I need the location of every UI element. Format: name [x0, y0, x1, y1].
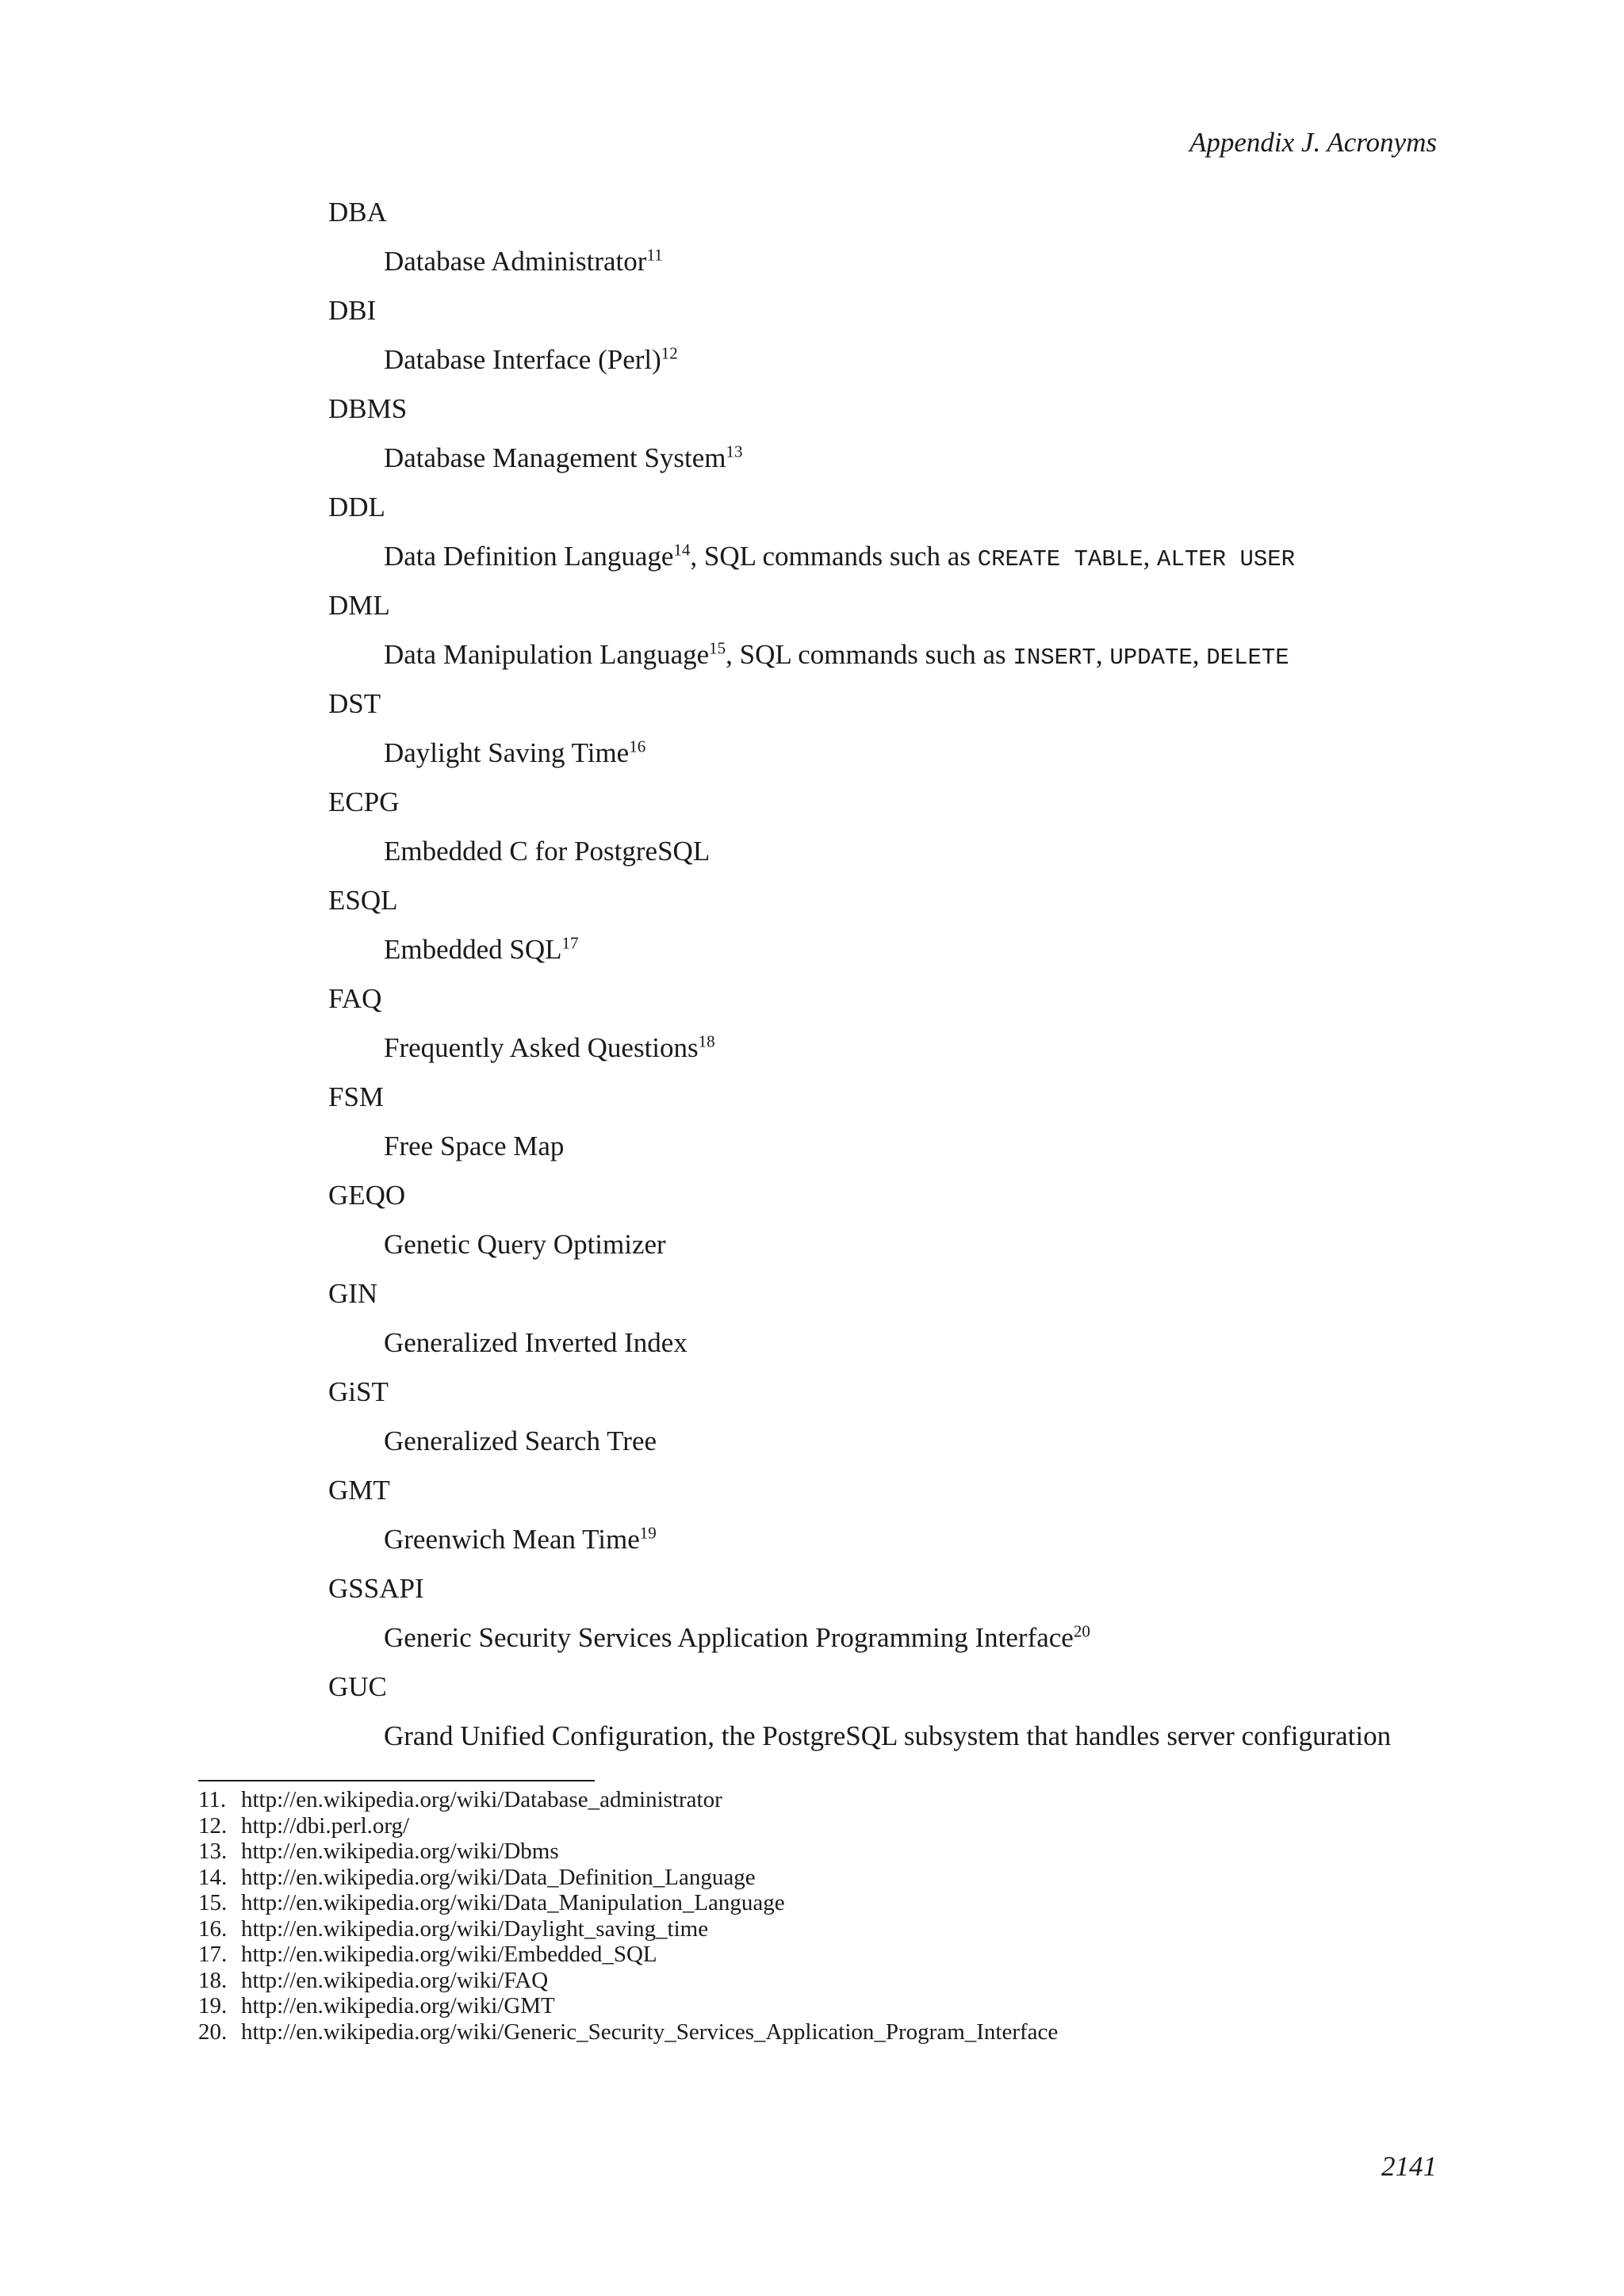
definition-text: Database Interface (Perl): [384, 344, 661, 375]
footnote-item: [198, 1813, 1058, 1839]
acronym-term: FSM: [328, 1081, 385, 1112]
footnote-ref[interactable]: 17: [561, 933, 579, 953]
running-header: Appendix J. Acronyms: [1189, 127, 1437, 158]
definition-text: , SQL commands such as: [690, 541, 978, 572]
sql-command: ALTER USER: [1157, 546, 1296, 572]
footnote-url[interactable]: http://dbi.perl.org/: [241, 1812, 410, 1839]
separator: ,: [1095, 639, 1110, 670]
footnote-number: 19.: [198, 1993, 228, 2019]
definition-text: Generalized Inverted Index: [384, 1327, 688, 1358]
separator: ,: [1143, 541, 1158, 572]
page-number: 2141: [1381, 2151, 1437, 2182]
footnote-number: 17.: [198, 1942, 228, 1967]
acronym-definition: [384, 737, 1454, 769]
acronym-list: [328, 197, 1454, 1770]
footnote-ref[interactable]: 12: [661, 343, 678, 363]
acronym-definition: [384, 836, 1454, 867]
footnote-url[interactable]: http://en.wikipedia.org/wiki/Database_administrator: [241, 1787, 722, 1812]
acronym-term: GMT: [328, 1475, 390, 1506]
footnote-url[interactable]: http://en.wikipedia.org/wiki/Daylight_saving_time: [241, 1915, 709, 1942]
acronym-term: FAQ: [328, 983, 382, 1014]
acronym-definition: [384, 1524, 1454, 1556]
definition-text: Embedded SQL: [384, 934, 562, 965]
acronym-definition: [384, 639, 1454, 671]
footnote-ref[interactable]: 16: [629, 737, 646, 756]
footnote-ref[interactable]: 18: [698, 1031, 715, 1051]
acronym-definition: [384, 1720, 1454, 1752]
sql-command: INSERT: [1013, 645, 1096, 671]
footnote-number: 12.: [198, 1812, 228, 1839]
definition-text: Embedded C for PostgreSQL: [384, 836, 710, 867]
definition-text: Daylight Saving Time: [384, 737, 630, 768]
acronym-definition: [384, 934, 1454, 966]
acronym-definition: [384, 1425, 1454, 1457]
acronym-term: DBA: [328, 197, 387, 228]
footnote-list: [198, 1787, 1058, 2045]
footnote-url[interactable]: http://en.wikipedia.org/wiki/Data_Manipulation_Language: [241, 1890, 785, 1915]
acronym-definition: [384, 1229, 1454, 1261]
footnote-item: [198, 1993, 1058, 2019]
acronym-definition: [384, 1622, 1454, 1654]
acronym-term: GiST: [328, 1376, 389, 1407]
footnote-number: 20.: [198, 2019, 228, 2045]
footnote-item: [198, 1968, 1058, 1994]
definition-text: Database Administrator: [384, 246, 647, 277]
footnote-url[interactable]: http://en.wikipedia.org/wiki/FAQ: [241, 1967, 549, 1993]
definition-text: Data Manipulation Language: [384, 639, 710, 670]
acronym-term: GSSAPI: [328, 1573, 424, 1604]
acronym-definition: [384, 541, 1454, 572]
acronym-definition: [384, 1327, 1454, 1359]
footnote-number: 15.: [198, 1890, 228, 1915]
footnote-rule: [198, 1780, 595, 1781]
footnote-item: [198, 1787, 1058, 1813]
acronym-term: DBMS: [328, 393, 408, 424]
acronym-term: ESQL: [328, 885, 398, 916]
footnote-url[interactable]: http://en.wikipedia.org/wiki/Dbms: [241, 1839, 559, 1864]
acronym-term: DST: [328, 688, 381, 719]
footnote-ref[interactable]: 19: [639, 1523, 657, 1543]
definition-text: Generalized Search Tree: [384, 1425, 657, 1456]
footnote-ref[interactable]: 11: [646, 245, 663, 265]
footnote-item: [198, 1890, 1058, 1916]
sql-command: DELETE: [1206, 645, 1289, 671]
definition-text: Grand Unified Configuration, the PostgreSQL subsystem that handles server configuration: [384, 1720, 1392, 1751]
footnote-number: 18.: [198, 1967, 228, 1993]
acronym-term: GIN: [328, 1278, 378, 1309]
footnote-number: 16.: [198, 1915, 228, 1942]
footnote-item: [198, 1865, 1058, 1891]
footnote-number: 14.: [198, 1864, 228, 1890]
acronym-term: ECPG: [328, 786, 400, 817]
footnote-ref[interactable]: 20: [1073, 1621, 1090, 1641]
footnote-number: 11.: [198, 1787, 227, 1812]
definition-text: Generic Security Services Application Programming Interface: [384, 1622, 1074, 1653]
footnote-item: [198, 1916, 1058, 1942]
definition-text: Frequently Asked Questions: [384, 1032, 699, 1063]
footnote-url[interactable]: http://en.wikipedia.org/wiki/GMT: [241, 1993, 555, 2019]
acronym-definition: [384, 344, 1454, 376]
separator: ,: [1192, 639, 1207, 670]
footnote-item: [198, 2019, 1058, 2045]
footnote-url[interactable]: http://en.wikipedia.org/wiki/Embedded_SQL: [241, 1942, 657, 1967]
acronym-definition: [384, 246, 1454, 277]
footnote-item: [198, 1942, 1058, 1968]
definition-text: Data Definition Language: [384, 541, 674, 572]
footnote-url[interactable]: http://en.wikipedia.org/wiki/Data_Definition_Language: [241, 1864, 756, 1890]
acronym-definition: [384, 1032, 1454, 1064]
sql-command: CREATE TABLE: [977, 546, 1143, 572]
definition-text: , SQL commands such as: [726, 639, 1013, 670]
footnote-number: 13.: [198, 1839, 228, 1864]
acronym-term: DML: [328, 590, 390, 621]
footnote-url[interactable]: http://en.wikipedia.org/wiki/Generic_Security_Services_Application_Program_Interface: [241, 2019, 1059, 2045]
acronym-term: DDL: [328, 492, 385, 522]
definition-text: Greenwich Mean Time: [384, 1524, 640, 1555]
sql-command: UPDATE: [1109, 645, 1193, 671]
footnote-item: [198, 1839, 1058, 1865]
footnote-ref[interactable]: 14: [673, 540, 691, 560]
acronym-definition: [384, 1131, 1454, 1162]
acronym-definition: [384, 442, 1454, 474]
acronym-term: GUC: [328, 1671, 387, 1702]
definition-text: Free Space Map: [384, 1131, 565, 1161]
footnote-ref[interactable]: 15: [709, 638, 726, 658]
acronym-term: GEQO: [328, 1180, 406, 1211]
definition-text: Database Management System: [384, 442, 726, 473]
footnote-ref[interactable]: 13: [726, 442, 743, 461]
acronym-term: DBI: [328, 295, 377, 326]
definition-text: Genetic Query Optimizer: [384, 1229, 666, 1260]
